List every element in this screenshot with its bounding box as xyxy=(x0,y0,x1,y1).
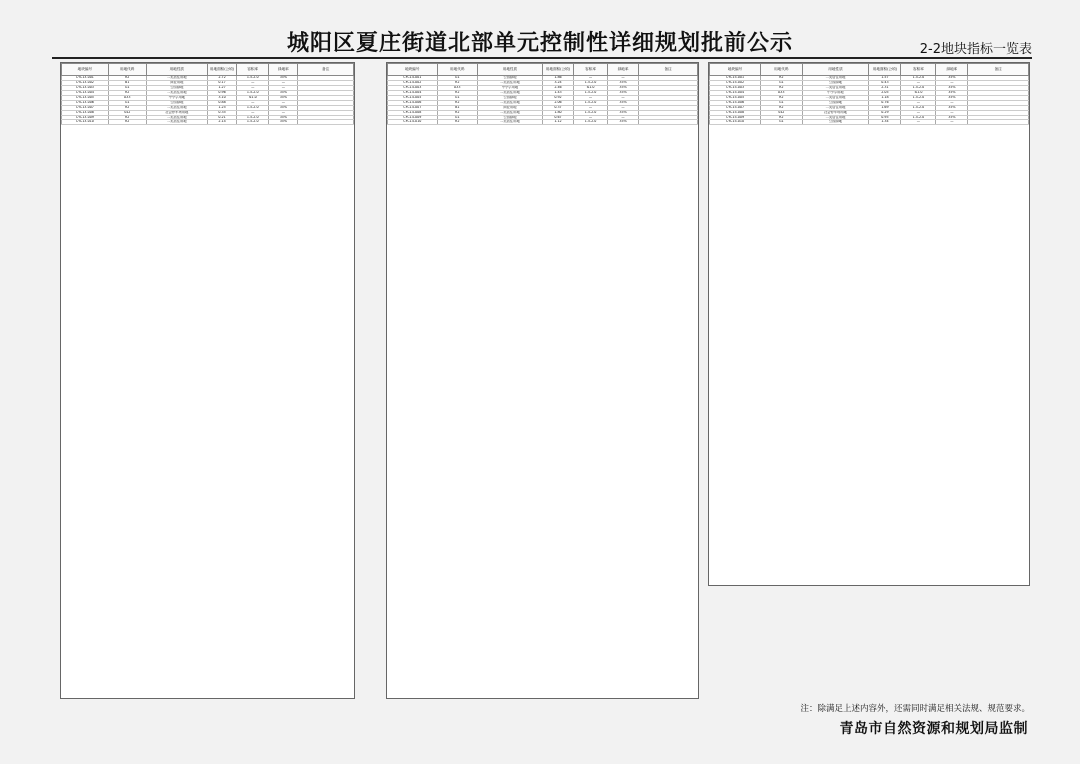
table-cell: 35% xyxy=(269,105,298,110)
column-header: 地块编号 xyxy=(710,64,761,76)
table-cell: CYC13-010 xyxy=(62,120,109,125)
table-cell: — xyxy=(237,85,269,90)
table-cell: 0.95 xyxy=(869,115,901,120)
table-cell: CYC14-010 xyxy=(388,120,438,125)
table-cell: 1.5-2.0 xyxy=(237,105,269,110)
table-cell: 二类居住用地 xyxy=(477,100,542,105)
table-cell: CYC13-003 xyxy=(62,85,109,90)
table-cell: CYC13-008 xyxy=(62,110,109,115)
table-cell: 二类居住用地 xyxy=(802,105,869,110)
table-cell: 二类居住用地 xyxy=(802,95,869,100)
table-cell: 2.06 xyxy=(542,100,573,105)
table-cell: 1.5-2.0 xyxy=(573,80,607,85)
table-cell: — xyxy=(936,100,968,105)
table-cell: 商业用地 xyxy=(146,80,207,85)
table-cell xyxy=(968,120,1029,125)
table-cell: R2 xyxy=(761,76,802,81)
table-cell: 2.46 xyxy=(542,85,573,90)
table-cell: 35% xyxy=(608,100,639,105)
table-cell: 35% xyxy=(936,90,968,95)
table-cell: R2 xyxy=(437,90,477,95)
table-cell: 中小学用地 xyxy=(146,95,207,100)
table-cell: 中小学用地 xyxy=(802,90,869,95)
table-cell: 35% xyxy=(608,120,639,125)
table-cell: R2 xyxy=(437,100,477,105)
table-cell: — xyxy=(901,110,936,115)
table-cell: 0.17 xyxy=(207,80,236,85)
table-cell: ≤1.0 xyxy=(901,90,936,95)
table-cell: 35% xyxy=(269,120,298,125)
table-cell: R2 xyxy=(437,120,477,125)
table-cell: CYC13-002 xyxy=(62,80,109,85)
footnote: 注：除满足上述内容外，还需同时满足相关法规、规范要求。 xyxy=(800,704,1030,714)
table-cell: 社会停车场用地 xyxy=(146,110,207,115)
table-header-row xyxy=(710,64,1029,76)
table-cell: 1.5-2.0 xyxy=(901,85,936,90)
table-cell: 公园绿地 xyxy=(146,85,207,90)
table-cell: 1.18 xyxy=(869,95,901,100)
table-cell: — xyxy=(608,95,639,100)
column-header: 用地性质 xyxy=(477,64,542,76)
table-cell: CYC15-005 xyxy=(710,95,761,100)
column-header: 用地代码 xyxy=(761,64,802,76)
table-cell: 35% xyxy=(608,80,639,85)
table-cell: 二类居住用地 xyxy=(477,110,542,115)
table-cell: CYC15-009 xyxy=(710,115,761,120)
table-cell: 0.29 xyxy=(869,110,901,115)
column-header: 容积率 xyxy=(901,64,936,76)
table-header-row xyxy=(388,64,698,76)
table-cell: 1.25 xyxy=(207,105,236,110)
table-cell: A33 xyxy=(761,90,802,95)
table-cell: 35% xyxy=(608,90,639,95)
table-cell xyxy=(639,120,698,125)
table-cell: 35% xyxy=(936,95,968,100)
table-header-row xyxy=(62,64,354,76)
table-cell: — xyxy=(936,120,968,125)
table-cell: B1 xyxy=(437,105,477,110)
table-cell: 公园绿地 xyxy=(477,76,542,81)
table-cell: G1 xyxy=(761,80,802,85)
table-cell: 2.31 xyxy=(869,85,901,90)
table-panel-3 xyxy=(708,62,1030,586)
table-cell: 0.37 xyxy=(542,105,573,110)
table-cell: 1.5-2.0 xyxy=(237,120,269,125)
column-header: 容积率 xyxy=(573,64,607,76)
table-cell: 二类居住用地 xyxy=(146,120,207,125)
table-cell: CYC14-005 xyxy=(388,95,438,100)
table-cell: ≤1.0 xyxy=(237,95,269,100)
table-cell: R2 xyxy=(108,90,146,95)
table-cell: CYC15-001 xyxy=(710,76,761,81)
table-cell: — xyxy=(269,100,298,105)
table-cell: — xyxy=(237,80,269,85)
table-cell: CYC14-003 xyxy=(388,85,438,90)
table-cell: 0.43 xyxy=(869,80,901,85)
table-cell: — xyxy=(237,110,269,115)
table-cell: 公园绿地 xyxy=(802,100,869,105)
column-header: 地块编号 xyxy=(62,64,109,76)
table-cell: 公园绿地 xyxy=(477,95,542,100)
table-cell: 0.92 xyxy=(542,95,573,100)
table-cell: 1.5-2.0 xyxy=(901,115,936,120)
table-cell: 3.10 xyxy=(207,95,236,100)
table-panel-2 xyxy=(386,62,699,699)
plot-table-1 xyxy=(61,63,354,125)
table-cell: 1.43 xyxy=(542,90,573,95)
table-cell: 1.5-2.0 xyxy=(901,76,936,81)
table-panel-1 xyxy=(60,62,355,699)
table-cell: CYC14-008 xyxy=(388,110,438,115)
table-cell: R2 xyxy=(108,115,146,120)
table-cell: 35% xyxy=(936,85,968,90)
table-cell: R2 xyxy=(108,76,146,81)
table-cell: 二类居住用地 xyxy=(146,76,207,81)
table-cell: A33 xyxy=(437,85,477,90)
table-cell: CYC13-005 xyxy=(62,95,109,100)
table-cell: R2 xyxy=(437,110,477,115)
table-cell: G1 xyxy=(437,115,477,120)
table-cell: 二类居住用地 xyxy=(802,85,869,90)
table-cell: 35% xyxy=(269,115,298,120)
table-body xyxy=(710,76,1029,125)
table-cell: 35% xyxy=(269,90,298,95)
table-cell: 35% xyxy=(608,110,639,115)
table-cell: 社会停车场用地 xyxy=(802,110,869,115)
table-cell: — xyxy=(608,76,639,81)
table-cell: B1 xyxy=(108,80,146,85)
table-cell: CYC15-010 xyxy=(710,120,761,125)
table-cell: 二类居住用地 xyxy=(477,120,542,125)
table-cell: 35% xyxy=(269,95,298,100)
column-header: 用地面积(公顷) xyxy=(542,64,573,76)
plot-table-3 xyxy=(709,63,1029,125)
table-cell: 1.5-2.0 xyxy=(573,110,607,115)
table-cell: — xyxy=(901,120,936,125)
table-cell: CYC13-007 xyxy=(62,105,109,110)
table-cell: G1 xyxy=(761,100,802,105)
table-cell: R2 xyxy=(761,85,802,90)
table-cell: CYC15-004 xyxy=(710,90,761,95)
table-cell: CYC15-007 xyxy=(710,105,761,110)
table-cell: 1.5-2.0 xyxy=(573,100,607,105)
table-cell: — xyxy=(608,105,639,110)
table-cell: CYC13-004 xyxy=(62,90,109,95)
table-cell: — xyxy=(573,76,607,81)
column-header: 备注 xyxy=(298,64,354,76)
table-cell: 35% xyxy=(608,85,639,90)
column-header: 备注 xyxy=(968,64,1029,76)
table-cell: CYC13-009 xyxy=(62,115,109,120)
table-cell: CYC14-007 xyxy=(388,105,438,110)
table-cell: 二类居住用地 xyxy=(146,115,207,120)
table-cell: 公园绿地 xyxy=(802,80,869,85)
footer-issuer: 青岛市自然资源和规划局监制 xyxy=(839,721,1028,737)
table-cell: 二类居住用地 xyxy=(802,115,869,120)
table-cell: CYC14-006 xyxy=(388,100,438,105)
column-header: 用地面积(公顷) xyxy=(207,64,236,76)
table-cell: — xyxy=(573,105,607,110)
table-cell: 35% xyxy=(269,76,298,81)
column-header: 地块编号 xyxy=(388,64,438,76)
table-cell: 1.5-2.0 xyxy=(901,95,936,100)
column-header: 用地性质 xyxy=(802,64,869,76)
column-header: 容积率 xyxy=(237,64,269,76)
table-cell: — xyxy=(269,80,298,85)
table-cell: G1 xyxy=(761,120,802,125)
table-cell: — xyxy=(269,110,298,115)
table-cell: A33 xyxy=(108,95,146,100)
table-cell: ≤1.0 xyxy=(573,85,607,90)
table-cell: R2 xyxy=(108,105,146,110)
table-cell: 二类居住用地 xyxy=(146,105,207,110)
table-cell: 中小学用地 xyxy=(477,85,542,90)
table-cell: R2 xyxy=(761,115,802,120)
table-cell: 1.34 xyxy=(869,120,901,125)
table-cell xyxy=(298,120,354,125)
table-cell: 二类居住用地 xyxy=(477,90,542,95)
table-cell: CYC14-001 xyxy=(388,76,438,81)
table-cell: 35% xyxy=(936,105,968,110)
table-cell: 1.5-2.0 xyxy=(237,76,269,81)
table-cell: R2 xyxy=(108,120,146,125)
table-cell: 1.57 xyxy=(869,76,901,81)
table-cell: 1.5-2.0 xyxy=(573,90,607,95)
table-cell: 3.24 xyxy=(542,80,573,85)
column-header: 绿地率 xyxy=(608,64,639,76)
table-cell: 0.88 xyxy=(207,100,236,105)
table-cell: 1.5-2.0 xyxy=(573,120,607,125)
table-cell: — xyxy=(573,95,607,100)
table-cell: 1.12 xyxy=(542,120,573,125)
table-cell: 1.5-2.0 xyxy=(237,90,269,95)
page-subtitle: 2-2地块指标一览表 xyxy=(919,42,1032,57)
table-cell: — xyxy=(269,85,298,90)
table-cell: G1 xyxy=(108,100,146,105)
table-cell: — xyxy=(901,80,936,85)
table-cell: 35% xyxy=(936,76,968,81)
column-header: 绿地率 xyxy=(269,64,298,76)
table-cell: S42 xyxy=(761,110,802,115)
table-cell: — xyxy=(936,80,968,85)
table-cell: 公园绿地 xyxy=(802,120,869,125)
table-cell: 二类居住用地 xyxy=(146,90,207,95)
table-cell: 35% xyxy=(936,115,968,120)
table-cell: 公园绿地 xyxy=(477,115,542,120)
table-cell: CYC14-009 xyxy=(388,115,438,120)
table-cell: — xyxy=(936,110,968,115)
table-cell: 0.35 xyxy=(207,110,236,115)
table-cell: 1.69 xyxy=(869,105,901,110)
table-cell: 0.67 xyxy=(542,115,573,120)
page-title: 城阳区夏庄街道北部单元控制性详细规划批前公示 xyxy=(286,31,793,56)
table-body xyxy=(388,76,698,125)
table-cell: CYC15-006 xyxy=(710,100,761,105)
table-cell: CYC14-002 xyxy=(388,80,438,85)
table-cell: CYC14-004 xyxy=(388,90,438,95)
table-cell: — xyxy=(573,115,607,120)
table-cell: CYC15-008 xyxy=(710,110,761,115)
table-cell: G1 xyxy=(437,76,477,81)
table-cell: — xyxy=(901,100,936,105)
table-cell: 0.96 xyxy=(207,90,236,95)
table-cell: 1.5-2.0 xyxy=(237,115,269,120)
plot-table-2 xyxy=(387,63,698,125)
column-header: 用地性质 xyxy=(146,64,207,76)
table-cell: 2.14 xyxy=(207,120,236,125)
table-cell: R2 xyxy=(761,105,802,110)
column-header: 备注 xyxy=(639,64,698,76)
table-cell: CYC15-003 xyxy=(710,85,761,90)
table-row xyxy=(62,120,354,125)
table-body xyxy=(62,76,354,125)
table-cell: 1.80 xyxy=(542,110,573,115)
table-cell: S42 xyxy=(108,110,146,115)
table-row xyxy=(388,120,698,125)
table-cell: CYC15-002 xyxy=(710,80,761,85)
table-cell: — xyxy=(237,100,269,105)
table-cell: 2.72 xyxy=(207,76,236,81)
table-cell: 2.05 xyxy=(869,90,901,95)
table-cell: 商业用地 xyxy=(477,105,542,110)
table-cell: 1.86 xyxy=(542,76,573,81)
table-cell: G1 xyxy=(437,95,477,100)
title-rule xyxy=(52,57,1032,59)
table-cell: 公园绿地 xyxy=(146,100,207,105)
column-header: 用地面积(公顷) xyxy=(869,64,901,76)
table-cell: 二类居住用地 xyxy=(477,80,542,85)
table-row xyxy=(710,120,1029,125)
table-cell: CYC13-006 xyxy=(62,100,109,105)
table-cell: — xyxy=(608,115,639,120)
column-header: 用地代码 xyxy=(437,64,477,76)
table-cell: R2 xyxy=(761,95,802,100)
table-cell: 二类居住用地 xyxy=(802,76,869,81)
table-cell: R2 xyxy=(437,80,477,85)
table-cell: 0.76 xyxy=(869,100,901,105)
table-cell: G1 xyxy=(108,85,146,90)
table-cell: 1.5-2.0 xyxy=(901,105,936,110)
column-header: 用地代码 xyxy=(108,64,146,76)
table-cell: 0.21 xyxy=(207,115,236,120)
table-cell: 1.27 xyxy=(207,85,236,90)
table-cell: CYC13-001 xyxy=(62,76,109,81)
column-header: 绿地率 xyxy=(936,64,968,76)
